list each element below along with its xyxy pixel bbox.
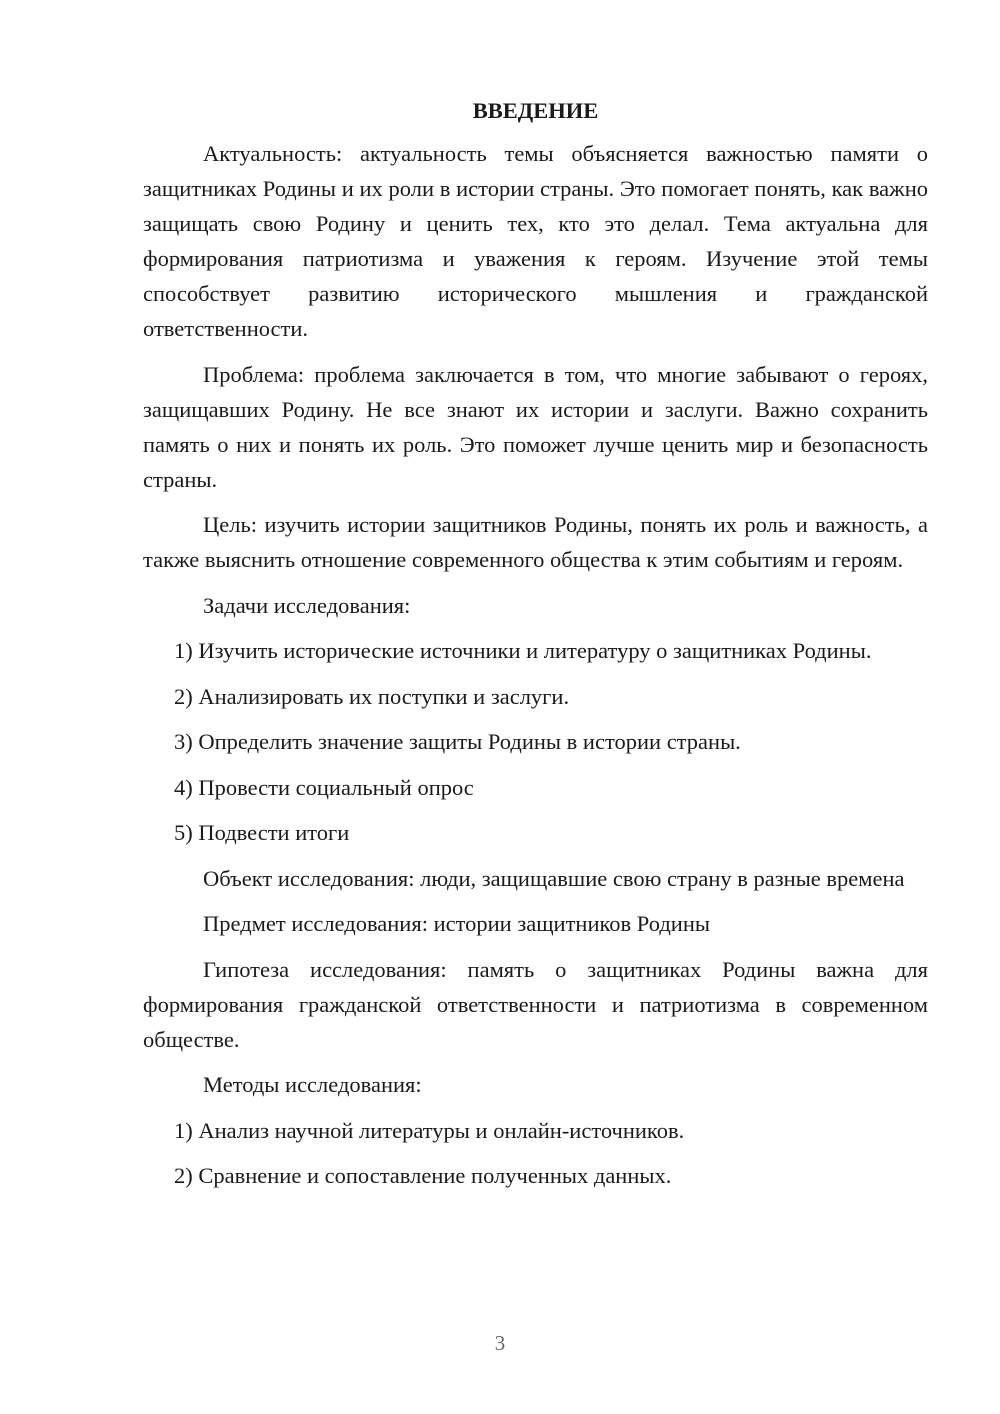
document-body: [143, 96, 928, 1204]
problem-paragraph: Проблема: проблема заключается в том, что многие забывают о героях, защищавших Родину. Не все знают их истории и заслуги. Важно сохранить память о них и понять их роль. Это поможет лучше ценить мир и безопасность страны.: [143, 361, 928, 492]
methods-heading: Методы исследования:: [203, 1072, 422, 1097]
section-title: ВВЕДЕНИЕ: [472, 98, 599, 123]
method-item-1: 1) Анализ научной литературы и онлайн-источников.: [174, 1117, 685, 1143]
method-item-2: 2) Сравнение и сопоставление полученных данных.: [174, 1163, 672, 1188]
object-paragraph: Объект исследования: люди, защищавшие свою страну в разные времена: [203, 865, 905, 891]
hypothesis-paragraph: Гипотеза исследования: память о защитниках Родины важна для формирования гражданской ответственности и патриотизма в современном обществе.: [143, 956, 928, 1052]
page-number: 3: [494, 1331, 506, 1355]
task-item-5: 5) Подвести итоги: [174, 820, 350, 845]
task-item-4: 4) Провести социальный опрос: [174, 774, 474, 800]
subject-paragraph: Предмет исследования: истории защитников Родины: [203, 911, 710, 936]
task-item-3: 3) Определить значение защиты Родины в истории страны.: [174, 729, 741, 754]
task-item-1: 1) Изучить исторические источники и литературу о защитниках Родины.: [174, 638, 872, 663]
task-item-2: 2) Анализировать их поступки и заслуги.: [174, 683, 570, 709]
relevance-paragraph: Актуальность: актуальность темы объясняется важностью памяти о защитниках Родины и их роли в истории страны. Это помогает понять, как важно защищать свою Родину и ценить тех, кто это делал. Тема актуальна для формирования патриотизма и уважения к героям. Изучение этой темы способствует развитию исторического мышления и гражданской ответственности.: [143, 141, 928, 341]
goal-paragraph: Цель: изучить истории защитников Родины, понять их роль и важность, а также выяснить отношение современного общества к этим событиям и героям.: [143, 512, 928, 572]
tasks-heading: Задачи исследования:: [203, 592, 411, 618]
